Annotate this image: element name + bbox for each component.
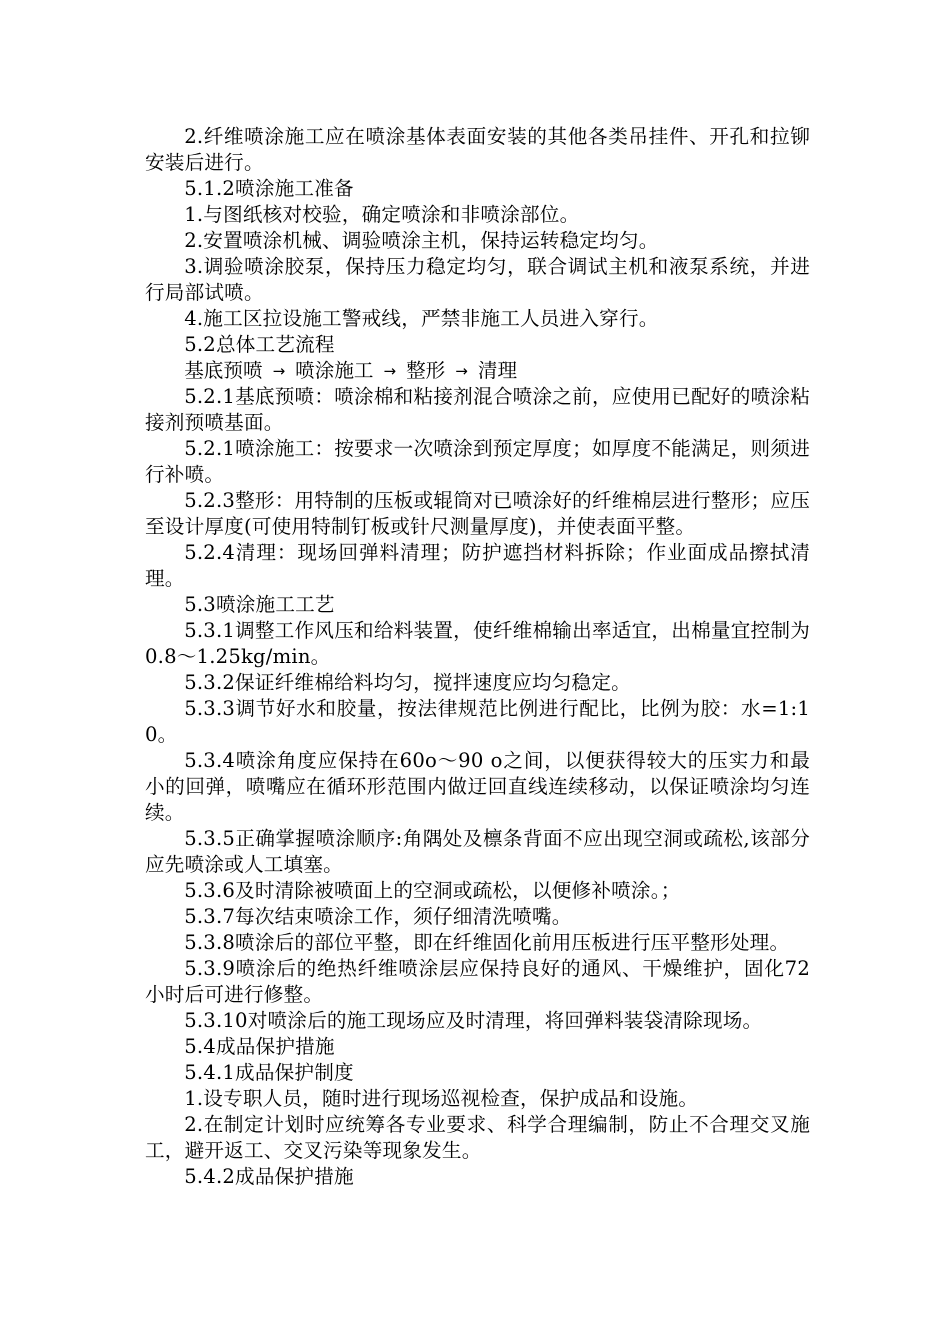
arrow-right-icon: →	[383, 362, 397, 380]
arrow-right-icon: →	[272, 362, 286, 380]
paragraph: 2.安置喷涂机械、调验喷涂主机，保持运转稳定均匀。	[184, 229, 659, 252]
paragraph: 2.纤维喷涂施工应在喷涂基体表面安装的其他各类吊挂件、开孔和拉铆安装后进行。	[145, 125, 810, 174]
flow-step: 喷涂施工	[295, 359, 374, 382]
paragraph: 5.3.6及时清除被喷面上的空洞或疏松，以便修补喷涂。；	[184, 879, 681, 902]
section-heading: 5.3喷涂施工工艺	[184, 593, 335, 616]
paragraph: 5.3.8喷涂后的部位平整，即在纤维固化前用压板进行压平整形处理。	[184, 931, 790, 954]
section-heading: 5.4.1成品保护制度	[184, 1061, 354, 1084]
flow-step: 清理	[477, 359, 518, 382]
paragraph: 5.2.4清理：现场回弹料清理；防护遮挡材料拆除；作业面成品擦拭清理。	[145, 541, 810, 590]
paragraph: 5.3.4喷涂角度应保持在60o～90 o之间，以便获得较大的压实力和最小的回弹，喷嘴应在循环形范围内做迂回直线连续移动，以保证喷涂均匀连续。	[145, 749, 810, 824]
paragraph: 5.3.10对喷涂后的施工现场应及时清理，将回弹料装袋清除现场。	[184, 1009, 763, 1032]
paragraph: 5.3.7每次结束喷涂工作，须仔细清洗喷嘴。	[184, 905, 572, 928]
flow-step: 基底预喷	[184, 359, 263, 382]
arrow-right-icon: →	[455, 362, 468, 380]
paragraph: 4.施工区拉设施工警戒线，严禁非施工人员进入穿行。	[184, 307, 659, 330]
paragraph: 3.调验喷涂胶泵，保持压力稳定均匀，联合调试主机和液泵系统，并进行局部试喷。	[145, 255, 810, 304]
paragraph: 5.2.1喷涂施工：按要求一次喷涂到预定厚度；如厚度不能满足，则须进行补喷。	[145, 437, 810, 486]
process-flow	[145, 358, 810, 384]
paragraph: 5.3.9喷涂后的绝热纤维喷涂层应保持良好的通风、干燥维护，固化72小时后可进行修整。	[145, 957, 810, 1006]
section-heading: 5.1.2喷涂施工准备	[184, 177, 354, 200]
paragraph: 5.2.1基底预喷：喷涂棉和粘接剂混合喷涂之前，应使用已配好的喷涂粘接剂预喷基面。	[145, 385, 810, 434]
section-heading: 5.2总体工艺流程	[184, 333, 335, 356]
section-heading: 5.4成品保护措施	[184, 1035, 335, 1058]
paragraph: 5.2.3整形：用特制的压板或辊筒对已喷涂好的纤维棉层进行整形；应压至设计厚度(可使用特制钉板或针尺测量厚度)，并使表面平整。	[145, 489, 810, 538]
flow-step: 整形	[406, 359, 446, 382]
paragraph: 5.3.5正确掌握喷涂顺序:角隅处及檩条背面不应出现空洞或疏松,该部分应先喷涂或人工填塞。	[145, 827, 810, 876]
document-body	[145, 124, 810, 1190]
paragraph: 1.设专职人员，随时进行现场巡视检查，保护成品和设施。	[184, 1087, 699, 1110]
paragraph: 1.与图纸核对校验，确定喷涂和非喷涂部位。	[184, 203, 580, 226]
paragraph: 5.3.1调整工作风压和给料装置，使纤维棉输出率适宜，出棉量宜控制为0.8～1.25kg/min。	[145, 619, 810, 668]
paragraph: 2.在制定计划时应统筹各专业要求、科学合理编制，防止不合理交叉施工，避开返工、交叉污染等现象发生。	[145, 1113, 810, 1162]
paragraph: 5.3.3调节好水和胶量，按法律规范比例进行配比，比例为胶：水=1:10。	[145, 697, 810, 746]
paragraph: 5.3.2保证纤维棉给料均匀，搅拌速度应均匀稳定。	[184, 671, 631, 694]
section-heading: 5.4.2成品保护措施	[184, 1165, 354, 1188]
